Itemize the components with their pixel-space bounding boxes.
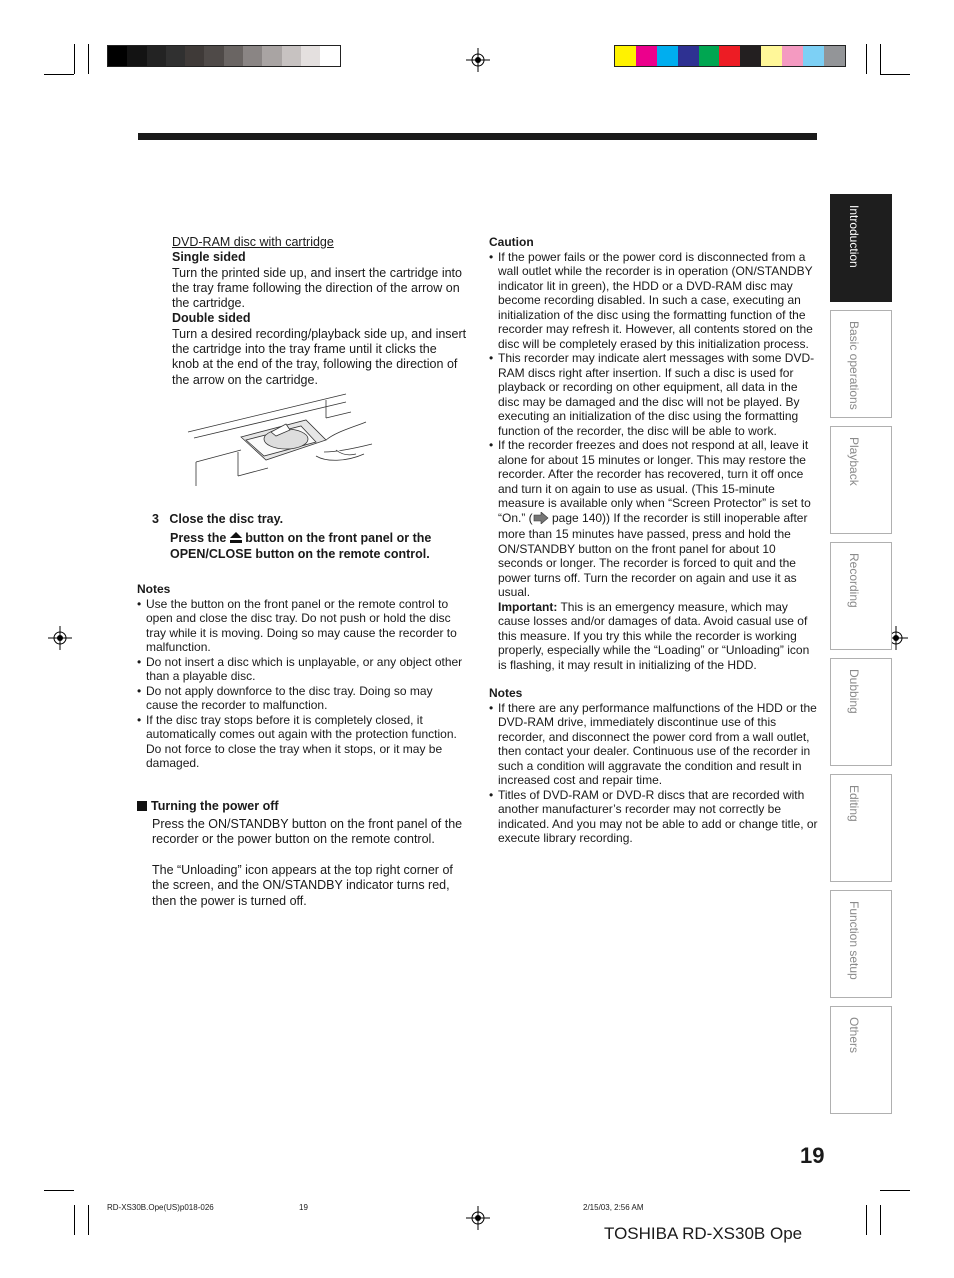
color-swatch xyxy=(224,46,243,66)
note-item: • If the disc tray stops before it is completely closed, it automatically comes out again with the protection function. Do not force to close the tray when it stops, or it may be damaged. xyxy=(137,713,465,771)
registration-target-icon xyxy=(466,48,490,72)
important-text: This is an emergency measure, which may cause losses and/or damages of data. Avoid casual use of this measure. If you try this while the recorder is working properly, especially while the “Loading” or “Unloading” icon is flashing, it may result in initializing of the HDD. xyxy=(498,599,810,672)
crop-mark xyxy=(866,44,867,74)
color-swatch xyxy=(782,46,803,66)
caution-item: • If the recorder freezes and does not respond at all, leave it alone for about 15 minutes or longer. This may restore the recorder. After the recorder has recovered, turn it off once and turn it on again to use as usual. (This 15-minute measure is available only when “Screen Protector” is set to “On.” ( page 140)) If the recorder is still inoperable after more than 15 minutes have passed, press and hold the ON/STANDBY button on the front panel for about 10 seconds or longer. The recorder is forced to quit and the power turns off. Turn the recorder on again and use it as usual. xyxy=(489,438,819,600)
press-line1: button on the front panel or the xyxy=(245,531,432,545)
footer-brand: TOSHIBA RD-XS30B Ope xyxy=(604,1224,803,1243)
color-swatch xyxy=(719,46,740,66)
caution-item: • If the power fails or the power cord is disconnected from a wall outlet while the recorder is in operation (ON/STANDBY indicator lit in green), the HDD or a DVD-RAM disc may become recording disabled. In such a case, executing an initialization of the disc using the formatting function of the recorder may refresh it. However, all contents stored on the disc will be completely erased by this initialization process. xyxy=(489,250,819,352)
left-notes xyxy=(137,582,465,771)
crop-mark xyxy=(880,74,910,75)
note-item: • Do not apply downforce to the disc tray. Doing so may cause the recorder to malfunction. xyxy=(137,684,465,713)
color-swatch xyxy=(761,46,782,66)
power-section xyxy=(137,799,467,909)
tab-editing[interactable]: Editing xyxy=(830,774,892,882)
eject-icon xyxy=(230,532,242,547)
footer-file: RD-XS30B.Ope(US)p018-026 xyxy=(107,1203,214,1212)
note-item: • Do not insert a disc which is unplayable, or any object other than a playable disc. xyxy=(137,655,465,684)
caution-item: • This recorder may indicate alert messages with some DVD-RAM discs right after insertion. If such a disc is used for playback or recording on other equipment, all data in the disc may be damaged and the disc will not be played. By executing an initialization of the disc using the formatting function of the recorder, the disc will be able to work. xyxy=(489,351,819,438)
color-swatch xyxy=(699,46,720,66)
color-swatch xyxy=(615,46,636,66)
color-swatch xyxy=(282,46,301,66)
cartridge-heading: DVD-RAM disc with cartridge xyxy=(172,235,334,249)
double-sided-text: Turn a desired recording/playback side up, and insert the cartridge into the tray frame until it clicks the knob at the end of the tray, following the direction of the arrow on the cartridge. xyxy=(172,326,467,387)
color-swatch xyxy=(803,46,824,66)
tab-dubbing[interactable]: Dubbing xyxy=(830,658,892,766)
color-swatch xyxy=(185,46,204,66)
important-label: Important: xyxy=(498,599,558,614)
color-swatch xyxy=(678,46,699,66)
gray-color-bar xyxy=(107,45,341,67)
notes-title: Notes xyxy=(137,582,171,596)
step-text: Close the disc tray. xyxy=(169,512,284,526)
crop-mark xyxy=(88,44,89,74)
tab-playback[interactable]: Playback xyxy=(830,426,892,534)
crop-mark xyxy=(74,44,75,74)
crop-mark xyxy=(880,1205,881,1235)
color-swatch xyxy=(147,46,166,66)
power-text-2: The “Unloading” icon appears at the top right corner of the screen, and the ON/STANDBY indicator turns red, then the power is turned off. xyxy=(152,862,453,908)
crop-mark xyxy=(74,1205,75,1235)
caution-title: Caution xyxy=(489,235,534,249)
single-sided-label: Single sided xyxy=(172,250,246,265)
registration-target-icon xyxy=(48,626,72,650)
tab-recording[interactable]: Recording xyxy=(830,542,892,650)
note-item: • Use the button on the front panel or the remote control to open and close the disc tray. Do not push or hold the disc tray while it is moving. Doing so may cause the recorder to malfunction. xyxy=(137,597,465,655)
tab-introduction[interactable]: Introduction xyxy=(830,194,892,302)
color-swatch xyxy=(262,46,281,66)
square-bullet-icon xyxy=(137,801,147,811)
color-swatch xyxy=(320,46,339,66)
power-title: Turning the power off xyxy=(151,799,279,813)
footer-page: 19 xyxy=(299,1203,308,1212)
color-swatch xyxy=(657,46,678,66)
color-swatch xyxy=(740,46,761,66)
color-swatch xyxy=(108,46,127,66)
page-number: 19 xyxy=(800,1143,825,1168)
tab-others[interactable]: Others xyxy=(830,1006,892,1114)
crop-mark xyxy=(880,1190,910,1191)
color-swatch xyxy=(127,46,146,66)
color-swatch xyxy=(204,46,223,66)
step-3 xyxy=(152,512,462,562)
crop-mark xyxy=(88,1205,89,1235)
color-swatch xyxy=(243,46,262,66)
color-swatch xyxy=(636,46,657,66)
right-column xyxy=(489,235,819,846)
notes-title: Notes xyxy=(489,686,523,700)
color-swatch xyxy=(824,46,845,66)
note-item: • Titles of DVD-RAM or DVD-R discs that are recorded with another manufacturer’s recorder may not correctly be indicated. And you may not be able to add or change title, or execute library recording. xyxy=(489,788,819,846)
color-swatch xyxy=(166,46,185,66)
crop-mark xyxy=(866,1205,867,1235)
step-number: 3 xyxy=(152,512,159,526)
crop-mark xyxy=(44,74,74,75)
tab-function-setup[interactable]: Function setup xyxy=(830,890,892,998)
arrow-ref-icon xyxy=(533,512,549,528)
power-text-1: Press the ON/STANDBY button on the front panel of the recorder or the power button on the remote control. xyxy=(152,816,463,846)
process-color-bar xyxy=(614,45,846,67)
disc-tray-illustration xyxy=(186,392,376,488)
crop-mark xyxy=(880,44,881,74)
press-line2: OPEN/CLOSE button on the remote control. xyxy=(170,547,430,561)
note-item: • If there are any performance malfunctions of the HDD or the DVD-RAM drive, immediately discontinue use of this recorder, and disconnect the power cord from a wall outlet, then contact your dealer. Continuous use of the recorder in such a condition will aggravate the condition and result in increased cost and repair time. xyxy=(489,701,819,788)
press-prefix: Press the xyxy=(170,531,227,545)
tab-basic-operations[interactable]: Basic operations xyxy=(830,310,892,418)
single-sided-text: Turn the printed side up, and insert the cartridge into the tray frame following the direction of the arrow on the cartridge. xyxy=(172,265,462,311)
left-column xyxy=(172,235,467,388)
double-sided-label: Double sided xyxy=(172,311,251,326)
footer-datetime: 2/15/03, 2:56 AM xyxy=(583,1203,644,1212)
header-rule xyxy=(138,133,817,140)
registration-target-icon xyxy=(466,1206,490,1230)
color-swatch xyxy=(301,46,320,66)
crop-mark xyxy=(44,1190,74,1191)
